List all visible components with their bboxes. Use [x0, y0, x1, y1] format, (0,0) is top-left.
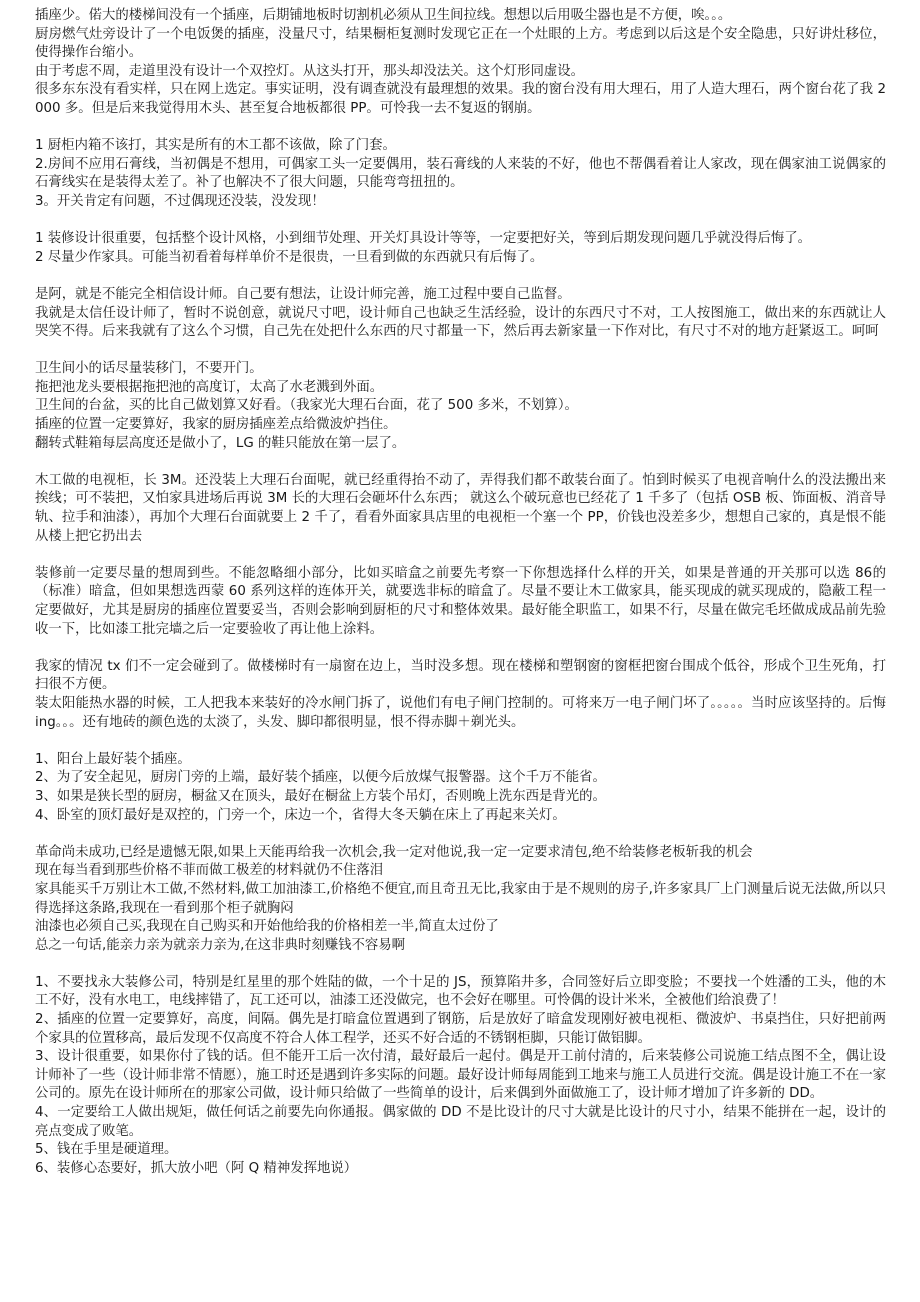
- section-2: [35, 137, 886, 211]
- paragraph-line: 是阿，就是不能完全相信设计师。自己要有想法，让设计师完善，施工过程中要自己监督。: [35, 286, 571, 302]
- section-8: [35, 658, 886, 732]
- paragraph-gap: [35, 119, 886, 138]
- section-7: [35, 565, 886, 639]
- paragraph-line: 油漆也必须自己买,我现在自己购买和开始他给我的价格相差一半,简直太过份了: [35, 919, 499, 935]
- paragraph-line: 1 装修设计很重要，包括整个设计风格，小到细节处理、开关灯具设计等等，一定要把好关，等到后期发现问题几乎就没得后悔了。: [35, 231, 812, 247]
- paragraph-line: 插座的位置一定要算好，我家的厨房插座差点给微波炉挡住。: [35, 417, 397, 433]
- paragraph-line: 家具能买千万别让木工做,不然材料,做工加油漆工,价格绝不便宜,而且奇丑无比,我家由于是不规则的房子,许多家具厂上门测量后说无法做,所以只得选择这条路,我现在一看到那个柜子就胸闷: [35, 881, 886, 916]
- paragraph-gap: [35, 212, 886, 231]
- section-4: [35, 286, 886, 342]
- paragraph-line: 革命尚未成功,已经是遗憾无限,如果上天能再给我一次机会,我一定对他说,我一定一定要求清包,绝不给装修老板斩我的机会: [35, 844, 753, 860]
- paragraph-line: 3、设计很重要，如果你付了钱的话。但不能开工后一次付清，最好最后一起付。偶是开工前付清的，后来装修公司说施工结点图不全，偶让设计师补了一些（设计师非常不情愿），施工时还是遇到许多实际的问题。最好设计师每周能到工地来与施工人员进行交流。偶是设计施工不在一家公司的。原先在设计师所在的那家公司做，设计师只给做了一些简单的设计，后来偶到外面做施工了，设计师才增加了许多新的 DD。: [35, 1049, 886, 1102]
- paragraph-line: 木工做的电视柜，长 3M。还没装上大理石台面呢，就已经重得抬不动了，弄得我们都不敢装台面了。怕到时候买了电视音响什么的没法搬出来挨线；可不装把，又怕家具进场后再说 3M 长的大理石会砸坏什么东西； 就这么个破玩意也已经花了 1 千多了（包括 OSB 板、饰面板、消音导轨、拉手和油漆），再加个大理石台面就要上 2 千了，看看外面家具店里的电视柜一个塞一个 PP，价钱也没差多少，想想自己家的，真是恨不能从楼上把它扔出去: [35, 472, 886, 544]
- paragraph-line: 由于考虑不周，走道里没有设计一个双控灯。从这头打开，那头却没法关。这个灯形同虚设。: [35, 63, 585, 79]
- section-1: [35, 7, 886, 119]
- paragraph-line: 1、阳台上最好装个插座。: [35, 751, 191, 767]
- paragraph-line: 2、插座的位置一定要算好，高度，间隔。偶先是打暗盒位置遇到了钢筋，后是放好了暗盒发现刚好被电视柜、微波炉、书桌挡住，只好把前两个家具的位置移高，最后发现不仅高度不符合人体工程学，还买不好合适的不锈钢柜脚，只能订做铝脚。: [35, 1012, 886, 1046]
- paragraph-line: 我家的情况 tx 们不一定会碰到了。做楼梯时有一扇窗在边上，当时没多想。现在楼梯和塑钢窗的窗框把窗台围成个低谷，形成个卫生死角，打扫很不方便。: [35, 658, 886, 693]
- paragraph-line: 厨房燃气灶旁设计了一个电饭煲的插座，没量尺寸，结果橱柜复测时发现它正在一个灶眼的上方。考虑到以后这是个安全隐患，只好讲灶移位，使得操作台缩小。: [35, 26, 886, 61]
- paragraph-line: 拖把池龙头要根据拖把池的高度订，太高了水老溅到外面。: [35, 379, 384, 395]
- section-6: [35, 472, 886, 546]
- paragraph-gap: [35, 732, 886, 751]
- section-9: [35, 751, 886, 825]
- paragraph-gap: [35, 342, 886, 361]
- section-5: [35, 360, 886, 453]
- paragraph-gap: [35, 546, 886, 565]
- paragraph-line: 1 厨柜内箱不该打，其实是所有的木工都不该做，除了门套。: [35, 138, 396, 154]
- section-10: [35, 844, 886, 956]
- paragraph-line: 我就是太信任设计师了，暂时不说创意，就说尺寸吧，设计师自己也缺乏生活经验，设计的东西尺寸不对，工人按图施工，做出来的东西就让人哭笑不得。后来我就有了这么个习惯，自己先在处把什么东西的尺寸都量一下，然后再去新家量一下作对比，有尺寸不对的地方赶紧返工。呵呵: [35, 305, 886, 340]
- paragraph-line: 2、为了安全起见，厨房门旁的上端，最好装个插座，以便今后放煤气报警器。这个千万不能省。: [35, 770, 606, 786]
- paragraph-gap: [35, 955, 886, 974]
- paragraph-line: 5、钱在手里是硬道理。: [35, 1142, 178, 1158]
- paragraph-line: 装修前一定要尽量的想周到些。不能忽略细小部分，比如买暗盒之前要先考察一下你想选择什么样的开关，如果是普通的开关那可以选 86的（标准）暗盒，但如果想选西蒙 60 系列这样的连体开关，就要选非标的暗盒了。尽量不要让木工做家具，能买现成的就买现成的，隐蔽工程一定要做好，尤其是厨房的插座位置要妥当，否则会影响到厨柜的尺寸和整体效果。最好能全职监工，如果不行，尽量在做完毛坯做成成品前先验收一下，比如漆工批完墙之后一定要验收了再让他上涂料。: [35, 565, 886, 637]
- paragraph-line: 4、卧室的顶灯最好是双控的，门旁一个，床边一个，省得大冬天躺在床上了再起来关灯。: [35, 807, 566, 823]
- paragraph-line: 插座少。偌大的楼梯间没有一个插座，后期铺地板时切割机必须从卫生间拉线。想想以后用吸尘器也是不方便，唉。。。: [35, 8, 732, 23]
- paragraph-line: 2.房间不应用石膏线，当初偶是不想用，可偶家工头一定要偶用，装石膏线的人来装的不好，他也不帮偶看着让人家改，现在偶家油工说偶家的石膏线实在是装得太差了。补了也解决不了很大问题，只能弯弯扭扭的。: [35, 156, 886, 191]
- paragraph-gap: [35, 825, 886, 844]
- section-11: [35, 974, 886, 1179]
- paragraph-line: 总之一句话,能亲力亲为就亲力亲为,在这非典时刻赚钱不容易啊: [35, 937, 406, 953]
- paragraph-line: 2 尽量少作家具。可能当初看着每样单价不是很贵，一旦看到做的东西就只有后悔了。: [35, 249, 544, 265]
- paragraph-line: 现在每当看到那些价格不菲而做工极差的材料就仍不住落泪: [35, 863, 384, 879]
- paragraph-gap: [35, 267, 886, 286]
- paragraph-line: 3。开关肯定有问题，不过偶现还没装，没发现！: [35, 193, 325, 209]
- paragraph-line: 4、一定要给工人做出规矩，做任何话之前要先向你通报。偶家做的 DD 不是比设计的尺寸大就是比设计的尺寸小，结果不能拼在一起，设计的亮点变成了败笔。: [35, 1105, 886, 1139]
- paragraph-line: 翻转式鞋箱每层高度还是做小了，LG 的鞋只能放在第一层了。: [35, 435, 406, 451]
- paragraph-line: 很多东东没有看实样，只在网上选定。事实证明，没有调查就没有最理想的效果。我的窗台没有用大理石，用了人造大理石，两个窗台花了我 2000 多。但是后来我觉得用木头、甚至复合地板都很 PP。可怜我一去不复返的钢崩。: [35, 82, 886, 116]
- paragraph-gap: [35, 639, 886, 658]
- paragraph-line: 卫生间的台盆，买的比自己做划算又好看。（我家光大理石台面，花了 500 多米，不划算）。: [35, 398, 578, 414]
- paragraph-line: 装太阳能热水器的时候，工人把我本来装好的冷水闸门拆了，说他们有电子闸门控制的。可将来万一电子闸门坏了。。。。。当时应该坚持的。后悔 ing。。。还有地砖的颜色选的太淡了，头发、脚印都很明显，恨不得赤脚＋剃光头。: [35, 695, 886, 730]
- paragraph-gap: [35, 453, 886, 472]
- section-3: [35, 230, 886, 267]
- paragraph-line: 6、装修心态要好，抓大放小吧（阿 Q 精神发挥地说）: [35, 1160, 358, 1176]
- paragraph-line: 卫生间小的话尽量装移门，不要开门。: [35, 361, 263, 377]
- paragraph-line: 3、如果是狭长型的厨房，橱盆又在顶头，最好在橱盆上方装个吊灯，否则晚上洗东西是背光的。: [35, 788, 606, 804]
- paragraph-line: 1、不要找永大装修公司，特别是红星里的那个姓陆的做，一个十足的 JS，预算陷井多，合同签好后立即变脸；不要找一个姓潘的工头，他的木工不好，没有水电工，电线摔错了，瓦工还可以，油漆工还没做完，也不会好在哪里。可怜偶的设计米米，全被他们给浪费了！: [35, 974, 886, 1009]
